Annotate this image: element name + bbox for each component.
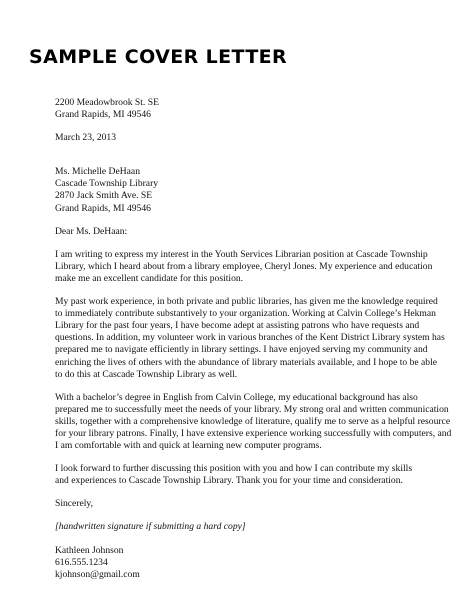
paragraph-line: for your library patrons. Finally, I have extensive experience working successfully with computers, and: [55, 427, 452, 439]
paragraph-line: I look forward to further discussing this position with you and how I can contribute my skills: [55, 463, 413, 475]
paragraph-line: to immediately contribute substantively to your organization. Working at Calvin College’s Hekman: [55, 308, 436, 320]
paragraph-4: [55, 463, 453, 487]
letter-date: [55, 132, 453, 144]
recipient-line: Ms. Michelle DeHaan: [55, 166, 140, 178]
paragraph-3: [55, 392, 453, 452]
salutation: [55, 226, 453, 238]
signature-note: [55, 521, 453, 533]
closing: [55, 498, 453, 510]
paragraph-line: I am comfortable with and quick at learning new computer programs.: [55, 440, 322, 452]
paragraph-line: enriching the lives of others with the abundance of library materials available, and I hope to be able: [55, 356, 438, 368]
date-text: March 23, 2013: [55, 132, 117, 144]
letter-body: [55, 97, 453, 581]
paragraph-line: My past work experience, in both private and public libraries, has given me the knowledge required: [55, 296, 438, 308]
signer-block: [55, 545, 453, 581]
paragraph-line: make me an excellent candidate for this position.: [55, 272, 244, 284]
signer-name: Kathleen Johnson: [55, 544, 124, 556]
recipient-line: Cascade Township Library: [55, 178, 159, 190]
paragraph-line: I am writing to express my interest in the Youth Services Librarian position at Cascade Township: [55, 248, 428, 260]
sender-address: [55, 97, 453, 121]
signature-note-text: [handwritten signature if submitting a hard copy]: [55, 521, 246, 533]
paragraph-1: [55, 249, 453, 285]
salutation-text: Dear Ms. DeHaan:: [55, 225, 128, 237]
paragraph-line: Library for the past four years, I have become adept at assisting patrons who have requests and: [55, 320, 420, 332]
sender-address-line: Grand Rapids, MI 49546: [55, 109, 151, 121]
paragraph-line: and experiences to Cascade Township Library. Thank you for your time and consideration.: [55, 475, 403, 487]
paragraph-line: Library, which I heard about from a library employee, Cheryl Jones. My experience and education: [55, 260, 433, 272]
paragraph-line: prepared me to successfully meet the needs of your library. My strong oral and written communication: [55, 403, 449, 415]
signer-phone: 616.555.1234: [55, 556, 108, 568]
recipient-line: 2870 Jack Smith Ave. SE: [55, 190, 153, 202]
recipient-line: Grand Rapids, MI 49546: [55, 202, 151, 214]
paragraph-line: to do this at Cascade Township Library as well.: [55, 368, 238, 380]
paragraph-2: [55, 296, 453, 381]
paragraph-line: skills, together with a comprehensive knowledge of literature, qualify me to serve as a helpful resource: [55, 415, 451, 427]
document-title: SAMPLE COVER LETTER: [29, 46, 288, 68]
closing-text: Sincerely,: [55, 498, 94, 510]
paragraph-line: prepared me to navigate efficiently in library settings. I have enjoyed serving my community and: [55, 344, 428, 356]
paragraph-line: questions. In addition, my volunteer work in various branches of the Kent District Library system has: [55, 332, 445, 344]
paragraph-line: With a bachelor’s degree in English from Calvin College, my educational background has also: [55, 391, 418, 403]
recipient-address: [55, 166, 453, 214]
signer-email: kjohnson@gmail.com: [55, 568, 140, 580]
sender-address-line: 2200 Meadowbrook St. SE: [55, 97, 159, 108]
